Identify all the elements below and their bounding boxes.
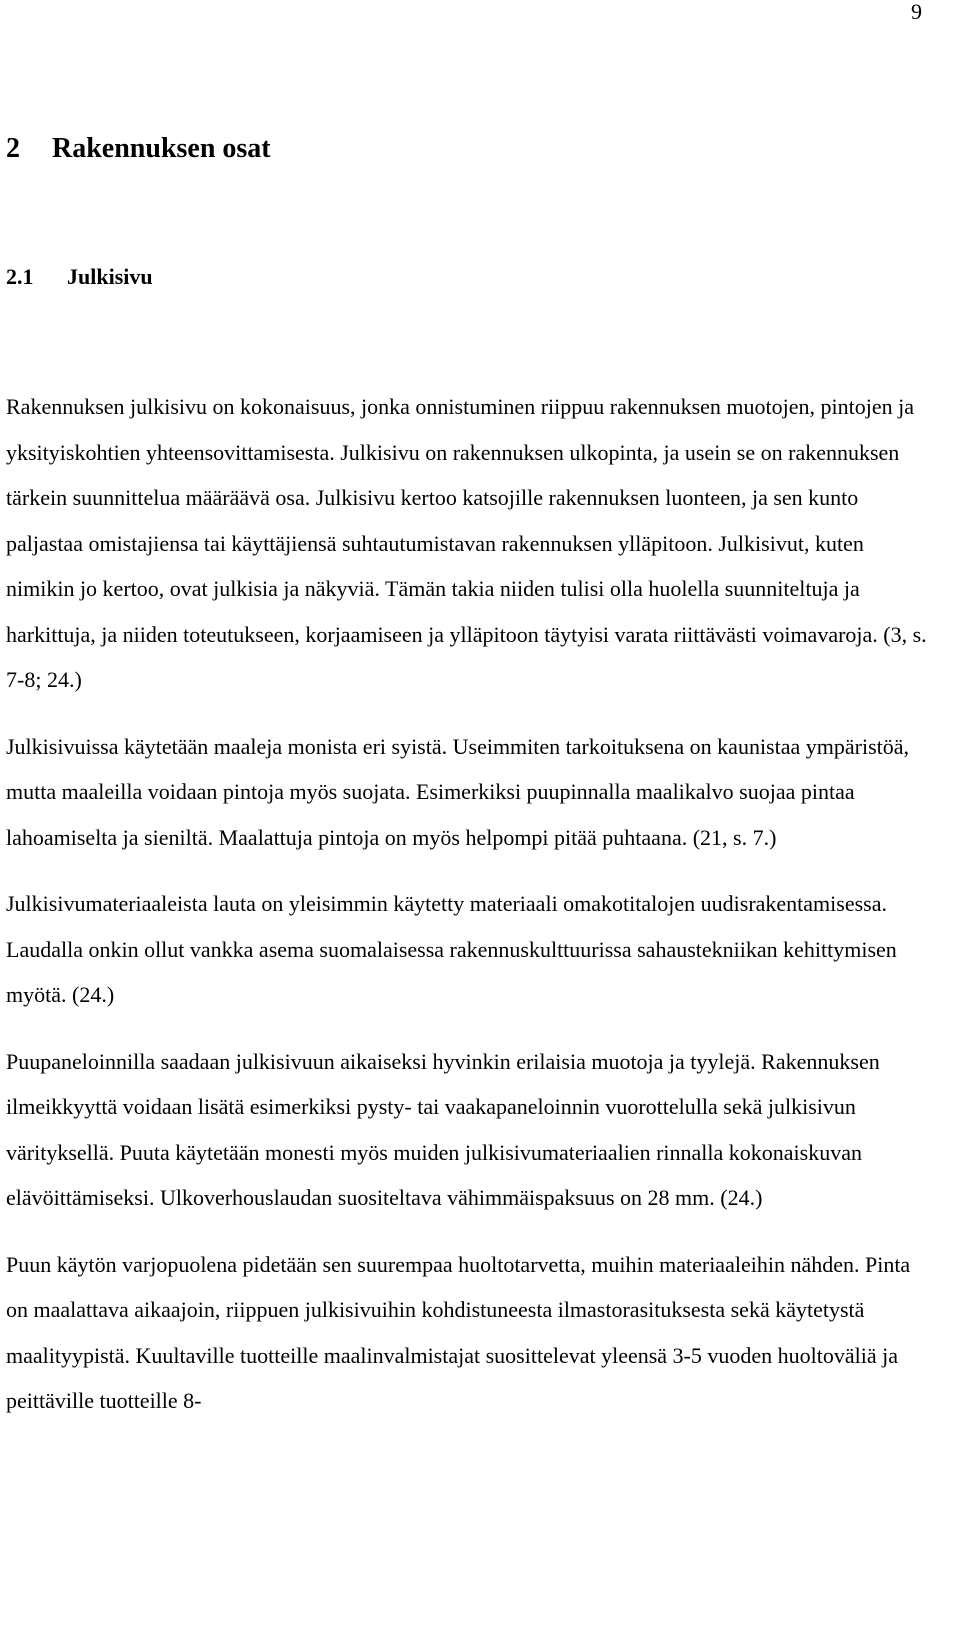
section-title: Julkisivu [67,264,153,289]
paragraph-paints: Julkisivuissa käytetään maaleja monista eri syistä. Useimmiten tarkoituksena on kaunistaa ympäristöä, mutta maaleilla voidaan pintoja myös suojata. Esimerkiksi puupinnalla maalikalvo suojaa pintaa lahoamiselta ja sieniltä. Maalattuja pintoja on myös helpompi pitää puhtaana. (21, s. 7.) [6,733,910,850]
page-number: 9 [911,0,922,24]
body-text [6,384,928,1445]
paragraph-maintenance: Puun käytön varjopuolena pidetään sen suurempaa huoltotarvetta, muihin materiaaleihin nähden. Pinta on maalattava aikaajoin, riippuen julkisivuihin kohdistuneesta ilmastorasituksesta sekä käytetystä maalityypistä. Kuultaville tuotteille maalinvalmistajat suosittelevat yleensä 3-5 vuoden huoltoväliä ja peittäville tuotteille 8- [6,1251,911,1413]
section-number: 2.1 [6,264,34,289]
chapter-title: Rakennuksen osat [52,133,271,164]
chapter-heading [6,131,271,167]
paragraph-facade-intro: Rakennuksen julkisivu on kokonaisuus, jonka onnistuminen riippuu rakennuksen muotojen, pintojen ja yksityiskohtien yhteensovittamisesta. Julkisivu on rakennuksen ulkopinta, ja usein se on rakennuksen tärkein suunnittelua määräävä osa. Julkisivu kertoo katsojille rakennuksen luonteen, ja sen kunto paljastaa omistajiensa tai käyttäjiensä suhtautumistavan rakennuksen ylläpitoon. Julkisivut, kuten nimikin jo kertoo, ovat julkisia ja näkyviä. Tämän takia niiden tulisi olla huolella suunniteltuja ja harkittuja, ja niiden toteutukseen, korjaamiseen ja ylläpitoon täytyisi varata riittävästi voimavaroja. (3, s. 7-8; 24.) [6,394,927,692]
paragraph-board: Julkisivumateriaaleista lauta on yleisimmin käytetty materiaali omakotitalojen uudisrakentamisessa. Laudalla onkin ollut vankka asema suomalaisessa rakennuskulttuurissa sahaustekniikan kehittymisen myötä. (24.) [6,891,897,1007]
section-heading [6,262,153,292]
paragraph-paneling: Puupaneloinnilla saadaan julkisivuun aikaiseksi hyvinkin erilaisia muotoja ja tyylejä. Rakennuksen ilmeikkyyttä voidaan lisätä esimerkiksi pysty- tai vaakapaneloinnin vuorottelulla sekä julkisivun värityksellä. Puuta käytetään monesti myös muiden julkisivumateriaalien rinnalla kokonaiskuvan elävöittämiseksi. Ulkoverhouslaudan suositeltava vähimmäispaksuus on 28 mm. (24.) [6,1048,880,1210]
chapter-number: 2 [6,133,20,164]
